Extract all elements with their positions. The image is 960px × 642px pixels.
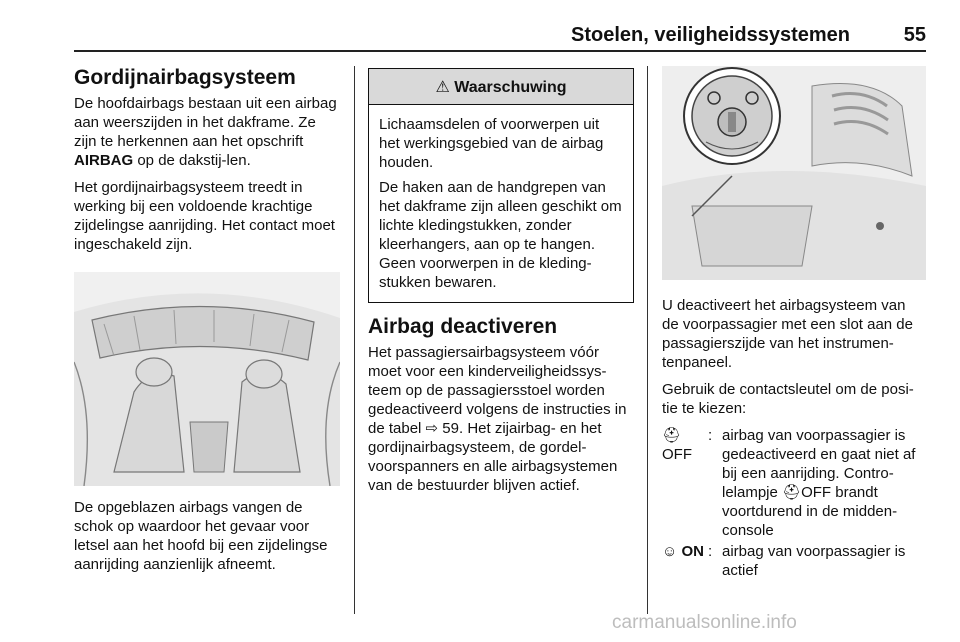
header-rule [74,50,926,52]
column-divider-left [354,66,355,614]
airbag-off-icon: ⛑ [662,427,682,444]
airbag-switch-illustration [662,66,926,280]
warning-title: Waarschuwing [454,79,567,96]
definition-off: ⛑ OFF : airbag van voorpassagier is gedeactiveerd en gaat niet af bij een aanrijding. Contro-lelampje ⛑OFF brandt voortdurend in de midden-console [662,426,926,540]
warning-box [368,68,634,303]
section-heading-curtain-airbag: Gordijnairbagsysteem [74,66,296,89]
on-description: airbag van voorpassagier is actief [722,543,906,579]
section-heading-deactivate: Airbag deactiveren [368,315,558,338]
airbag-key-switch-drawing [662,66,926,280]
warning-body [369,105,633,302]
off-description: airbag van voorpassagier is gedeactiveerd en gaat niet af bij een aanrijding. Contro-lelampje ⛑OFF brandt voortdurend in de midden-console [722,427,916,539]
warning-paragraph-1: Lichaamsdelen of voorwerpen uit het werkingsgebied van de airbag houden. [379,116,604,171]
curtain-airbag-drawing [74,272,340,486]
warning-paragraph-2: De haken aan de handgrepen van het dakframe zijn alleen geschikt om lichte kledingstukken, zonder kleerhangers, aan op te hangen. Geen voorwerpen in de kleding-stukken bewaren. [379,179,622,291]
on-term: ON [681,543,704,560]
left-column [74,62,342,582]
paragraph-activation: Het gordijnairbagsysteem treedt in werking bij een voldoende krachtige zijdelingse aanrijding. Het contact moet ingeschakeld zijn. [74,179,335,253]
airbag-label: AIRBAG [74,152,134,169]
right-column [662,62,926,580]
middle-column [368,62,634,503]
footer-watermark: carmanualsonline.info [612,612,797,633]
airbag-off-lamp-icon: ⛑ [782,484,802,501]
page-reference-icon: ⇨ [425,420,443,437]
off-term: OFF [662,446,692,463]
column-divider-right [647,66,648,614]
airbag-on-icon: ☺ [662,543,678,560]
paragraph-deactivation-lock: U deactiveert het airbagsysteem van de voorpassagier met een slot aan de passagierszijde van het instrumen-tenpaneel. [662,297,913,371]
warning-header [369,69,633,105]
header-title: Stoelen, veiligheidssystemen [571,24,850,46]
definition-on: ☺ ON : airbag van voorpassagier is actief [662,542,926,580]
paragraph-protection: De opgeblazen airbags vangen de schok op waardoor het gevaar voor letsel aan het hoofd bij een zijdelingse aanrijding aanzienlijk afneemt. [74,499,328,573]
car-interior-illustration [74,272,340,486]
warning-icon: ⚠ [435,79,450,96]
page-reference[interactable]: 59 [442,420,459,437]
paragraph-intro: De hoofdairbags bestaan uit een airbag aan weerszijden in het dakframe. Ze zijn te herkennen aan het opschrift AIRBAG op de dakstij-len. [74,95,337,169]
paragraph-choose-position: Gebruik de contactsleutel om de posi-tie te kiezen: [662,381,914,417]
paragraph-deactivate: Het passagiersairbagsysteem vóór moet voor een kinderveiligheidssys-teem op de passagiersstoel worden gedeactiveerd volgens de instructies in de tabel ⇨ 59. Het zijairbag- en het gordijnairbagsysteem, de gordel-voorspanners en alle airbagsystemen van de bestuurder blijven actief. [368,344,627,494]
page-number: 55 [903,24,926,46]
